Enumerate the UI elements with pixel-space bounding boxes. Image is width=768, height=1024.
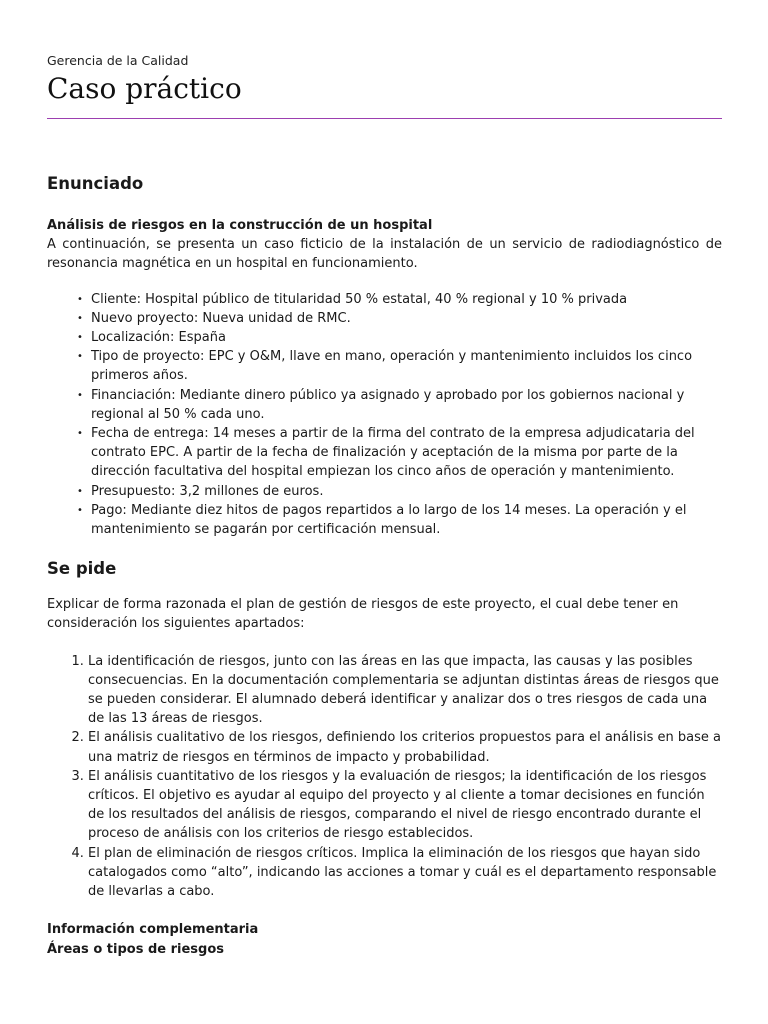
se-pide-heading: Se pide bbox=[47, 559, 117, 579]
list-item: • Tipo de proyecto: EPC y O&M, llave en mano, operación y mantenimiento incluidos los cinco primeros años. bbox=[77, 347, 722, 385]
document-body bbox=[47, 172, 722, 959]
course-name: Gerencia de la Calidad bbox=[47, 53, 189, 68]
tasks-list bbox=[47, 652, 722, 902]
page-title: Caso práctico bbox=[47, 72, 242, 105]
case-intro: A continuación, se presenta un caso ficticio de la instalación de un servicio de radiodiagnóstico de resonancia magnética en un hospital en funcionamiento. bbox=[47, 237, 722, 272]
info-subheading: Áreas o tipos de riesgos bbox=[47, 941, 224, 957]
list-item: • Financiación: Mediante dinero público ya asignado y aprobado por los gobiernos nacional y regional al 50 % cada uno. bbox=[77, 386, 722, 424]
list-item: • Fecha de entrega: 14 meses a partir de la firma del contrato de la empresa adjudicataria del contrato EPC. A partir de la fecha de finalización y aceptación de la misma por parte de la dirección facultativa del hospital empiezan los cinco años de operación y mantenimiento. bbox=[77, 424, 722, 482]
list-item: • Presupuesto: 3,2 millones de euros. bbox=[77, 482, 722, 501]
info-section bbox=[47, 920, 722, 958]
enunciado-heading: Enunciado bbox=[47, 174, 144, 193]
se-pide-intro: Explicar de forma razonada el plan de gestión de riesgos de este proyecto, el cual debe tener en consideración los siguientes apartados: bbox=[47, 597, 679, 632]
list-item: 1. La identificación de riesgos, junto con las áreas en las que impacta, las causas y las posibles consecuencias. En la documentación complementaria se adjuntan distintas áreas de riesgos que se pueden considerar. El alumnado deberá identificar y analizar dos o tres riesgos de cada una de las 13 áreas de riesgos. bbox=[88, 652, 722, 729]
case-subheading: Análisis de riesgos en la construcción de un hospital bbox=[47, 218, 433, 233]
list-item: 3. El análisis cuantitativo de los riesgos y la evaluación de riesgos; la identificación de los riesgos críticos. El objetivo es ayudar al equipo del proyecto y al cliente a tomar decisiones en función de los resultados del análisis de riesgos, comparando el nivel de riesgo encontrado durante el proceso de análisis con los criterios de riesgo establecidos. bbox=[88, 767, 722, 844]
enunciado-section bbox=[47, 172, 722, 539]
list-item: 2. El análisis cualitativo de los riesgos, definiendo los criterios propuestos para el análisis en base a una matriz de riesgos en términos de impacto y probabilidad. bbox=[88, 728, 722, 766]
list-item: • Nuevo proyecto: Nueva unidad de RMC. bbox=[77, 309, 722, 328]
list-item: • Localización: España bbox=[77, 328, 722, 347]
list-item: • Pago: Mediante diez hitos de pagos repartidos a lo largo de los 14 meses. La operación y el mantenimiento se pagarán por certificación mensual. bbox=[77, 501, 722, 539]
list-item: • Cliente: Hospital público de titularidad 50 % estatal, 40 % regional y 10 % privada bbox=[77, 290, 722, 309]
list-item: 4. El plan de eliminación de riesgos críticos. Implica la eliminación de los riesgos que hayan sido catalogados como “alto”, indicando las acciones a tomar y cuál es el departamento responsable de llevarlas a cabo. bbox=[88, 844, 722, 902]
title-divider bbox=[47, 118, 722, 119]
se-pide-section bbox=[47, 557, 722, 901]
case-details-list bbox=[47, 290, 722, 540]
info-heading: Información complementaria bbox=[47, 922, 259, 938]
